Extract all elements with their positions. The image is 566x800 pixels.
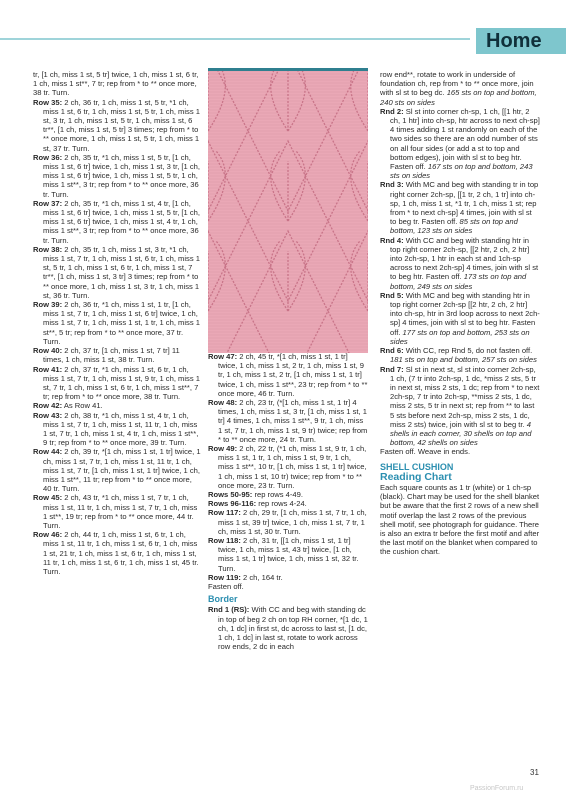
row-text: 2 ch, 35 tr, 1 ch, miss 1 st, 3 tr, *1 ch, miss 1 st, 7 tr, 1 ch, miss 1 st, 6 tr, 1 ch, miss 1 st, 5 tr, 1 ch, miss 1 st, 6 tr, 1 ch, miss 1 st, 7 tr**, [1 ch, miss 1 st, 3 tr] 3 times; rep from * to ** once more, 1 ch, miss 1 st, 3 tr, 1 ch, miss 1 st, 36 tr. Turn.	[43, 244, 200, 300]
row-label: Rows 96-116:	[208, 499, 257, 509]
instruction-row	[380, 291, 540, 346]
row-text: rep rows 4-49.	[254, 490, 303, 500]
stitch-count-note: 181 sts on top and bottom, 257 sts on sides	[390, 355, 537, 365]
row-label: Rnd 7:	[380, 364, 404, 374]
instruction-row	[33, 70, 201, 98]
instruction-row	[33, 245, 201, 300]
row-text: With CC and beg with standing htr in top right corner 2ch-sp, [[2 htr, 2 ch, 2 htr] into 2ch-sp, 1 htr in each st and 1ch-sp across to next 2ch-sp] 4 times, join with sl st to beg htr. Fasten off.	[390, 235, 539, 282]
row-text: 2 ch, 35 tr, *1 ch, miss 1 st, 4 tr, [1 ch, miss 1 st, 6 tr] twice, 1 ch, miss 1 st, 5 tr, [1 ch, miss 1 st, 6 tr] twice, 1 ch, miss 1 st, 4 tr, 1 ch, miss 1 st**, 3 tr; rep from * to ** once more, 36 tr. Turn.	[43, 198, 200, 245]
instruction-row	[33, 365, 201, 402]
instruction-row	[208, 398, 368, 444]
row-label: Row 47:	[208, 352, 238, 361]
row-label: Row 44:	[33, 447, 63, 457]
row-text: 2 ch, 36 tr, 1 ch, miss 1 st, 5 tr, *1 ch, miss 1 st, 6 tr, 1 ch, miss 1 st, 5 tr, 1 ch, miss 1 st, 3 tr, 1 ch, miss 1 st, 5 tr, 1 ch, miss 1 st, 6 tr**, [1 ch, miss 1 st, 5 tr] 3 times; rep from * to ** once more, 1 ch, miss 1 st, 5 tr, 1 ch, miss 1 st, 37 tr. Turn.	[43, 97, 200, 153]
column-middle	[208, 352, 368, 652]
instruction-row	[208, 490, 368, 499]
instruction-row	[208, 444, 368, 490]
row-label: Row 119:	[208, 572, 241, 582]
instruction-row	[33, 411, 201, 448]
row-label: Row 38:	[33, 244, 63, 254]
column-right	[380, 70, 540, 557]
instruction-row	[380, 236, 540, 291]
row-text: 2 ch, 22 tr, (*1 ch, miss 1 st, 9 tr, 1 ch, miss 1 st, 1 tr, 1 ch, miss 1 st, 9 tr, 1 ch, miss 1 st**, 10 tr, [1 ch, miss 1 st, 1 tr] twice, 1 ch, miss 1 st, 10 tr) twice; rep from * to ** once more, 23 tr. Turn.	[218, 444, 367, 490]
row-text: 2 ch, 36 tr, *1 ch, miss 1 st, 1 tr, [1 ch, miss 1 st, 7 tr, 1 ch, miss 1 st, 6 tr] twice, 1 ch, miss 1 st, 7 tr, 1 ch, miss 1 st, 1 tr, 1 ch, miss 1 st**, 5 tr; rep from * to ** once more, 37 tr. Turn.	[43, 300, 200, 346]
page-number: 31	[530, 768, 539, 777]
watermark: PassionForum.ru	[470, 785, 524, 792]
row-label: Rnd 6:	[380, 346, 404, 356]
row-label: Row 40:	[33, 346, 63, 356]
reading-chart-text: Each square counts as 1 tr (white) or 1 ch-sp (black). Chart may be used for the shell blanket but be aware that the first 2 rows of a new shell motif overlap the last 2 rows of the previous shell motif, see photograph for guidance. There is also an extra tr before the first motif and after the last motif on the blanket when compared to the cushion chart.	[380, 482, 540, 557]
row-label: Rnd 2:	[380, 106, 404, 116]
row-label: Rnd 3:	[380, 180, 404, 190]
row-text: 2 ch, 23 tr, (*[1 ch, miss 1 st, 1 tr] 4 times, 1 ch, miss 1 st, 3 tr, [1 ch, miss 1 st, 1 tr] 4 times, 1 ch, miss 1 st**, 9 tr, 1 ch, miss 1 st, 7 tr, 1 ch, miss 1 st, 9 tr) twice; rep from * to ** once more, 24 tr. Turn.	[218, 398, 368, 444]
instruction-row	[208, 352, 368, 398]
instruction-row	[33, 153, 201, 199]
row-label: Row 49:	[208, 444, 238, 454]
row-label: Rows 50-95:	[208, 490, 253, 500]
row-label: Row 42:	[33, 401, 63, 411]
instruction-row	[380, 365, 540, 448]
row-text: 2 ch, 38 tr, *1 ch, miss 1 st, 4 tr, 1 ch, miss 1 st, 7 tr, 1 ch, miss 1 st, 11 tr, 1 ch, miss 1 st, 7 tr, 1 ch, miss 1 st, 4 tr, 1 ch, miss 1 st**, 9 tr; rep from * to ** once more, 39 tr. Turn.	[43, 410, 199, 448]
row-label: Row 45:	[33, 493, 63, 503]
row-text: Sl st into corner ch-sp, 1 ch, [[1 htr, 2 ch, 1 htr] into ch-sp, htr across to next ch-sp] 4 times adding 1 st randomly on each of the two sides so there are an odd number of sts on all four sides (or add a st to top and bottom edges), join with sl st to beg htr. Fasten off.	[390, 106, 540, 172]
row-text: 2 ch, 44 tr, 1 ch, miss 1 st, 6 tr, 1 ch, miss 1 st, 11 tr, 1 ch, miss 1 st, 6 tr, 1 ch, miss 1 st, 21 tr, 1 ch, miss 1 st, 6 tr, 1 ch, miss 1 st, 11 tr, 1 ch, miss 1 st, 6 tr, 1 ch, miss 1 st, 45 tr. Turn.	[43, 530, 199, 576]
stitch-count-note: 177 sts on top and bottom, 253 sts on sides	[390, 327, 530, 346]
instruction-row	[208, 499, 368, 508]
instruction-row	[380, 180, 540, 235]
stitch-count-note: 85 sts on top and bottom, 123 sts on sides	[390, 217, 518, 236]
row-text: With CC, rep Rnd 5, do not fasten off.	[405, 346, 533, 356]
row-text: With MC and beg with standing htr in top right corner 2ch-sp [[2 htr, 2 ch, 2 htr] into ch-sp, htr in 3rd loop across to next 2ch-sp] 4 times, join with sl st to beg htr. Fasten off.	[390, 290, 540, 337]
row-label: Row 46:	[33, 530, 63, 540]
instruction-row	[380, 107, 540, 181]
row-text: rep rows 4-24.	[258, 499, 307, 509]
stitch-count-note: 4 shells in each corner, 30 shells on top and bottom, 42 shells on sides	[390, 419, 532, 448]
row-label: Row 41:	[33, 364, 63, 374]
shell-cushion-heading: SHELL CUSHION	[380, 461, 454, 472]
instruction-row	[33, 401, 201, 410]
row-label: Row 35:	[33, 97, 63, 107]
row-text: Fasten off. Weave in ends.	[380, 447, 471, 457]
blanket-photo	[208, 68, 368, 353]
instruction-row	[380, 346, 540, 364]
row-text: 2 ch, 43 tr, *1 ch, miss 1 st, 7 tr, 1 ch, miss 1 st, 11 tr, 1 ch, miss 1 st, 7 tr, 1 ch, miss 1 st**, 19 tr; rep from * to ** once more, 44 tr. Turn.	[43, 493, 198, 530]
row-text: 2 ch, 29 tr, [1 ch, miss 1 st, 7 tr, 1 ch, miss 1 st, 39 tr] twice, 1 ch, miss 1 st, 7 tr, 1 ch, miss 1 st, 30 tr. Turn.	[218, 508, 367, 536]
row-text: 2 ch, 164 tr.	[243, 572, 283, 582]
instruction-row	[208, 582, 368, 591]
row-text: 2 ch, 31 tr, [[1 ch, miss 1 st, 1 tr] twice, 1 ch, miss 1 st, 43 tr] twice, [1 ch, miss 1 st, 1 tr] twice, 1 ch, miss 1 st, 32 tr. Turn.	[218, 536, 359, 573]
row-label: Row 117:	[208, 508, 241, 518]
header-rule	[0, 38, 470, 40]
row-label: Rnd 5:	[380, 290, 404, 300]
row-text: Fasten off.	[208, 582, 244, 592]
instruction-row	[33, 346, 201, 364]
border-rnd1: Rnd 1 (RS): With CC and beg with standing dc in top of beg 2 ch on top RH corner, *[1 dc, 1 ch, 1 dc] in first st, dc across to last st, [1 dc, 1 ch, 1 dc] in last st, rotate to work across row ends, 2 dc in each	[208, 605, 368, 652]
stitch-count-note: 165 sts on top and bottom, 240 sts on sides	[380, 88, 537, 107]
instruction-row	[208, 536, 368, 573]
instruction-row	[208, 573, 368, 582]
filet-lace-image	[208, 71, 368, 353]
row-text: 2 ch, 39 tr, *[1 ch, miss 1 st, 1 tr] twice, 1 ch, miss 1 st, 7 tr, 1 ch, miss 1 st, 11 tr, 1 ch, miss 1 st, 7 tr, [1 ch, miss 1 st, 1 tr] twice, 1 ch, miss 1 st**, 11 tr; rep from * to ** once more, 40 tr. Turn.	[43, 447, 201, 494]
instruction-row	[380, 70, 540, 107]
row-text: row end**, rotate to work in underside of foundation ch, rep from * to ** once more, join with sl st to beg dc.	[380, 70, 534, 98]
stitch-count-note: 167 sts on top and bottom, 243 sts on sides	[390, 162, 533, 181]
row-text: As Row 41.	[63, 401, 103, 411]
row-text: Sl st in next st, sl st into corner 2ch-sp, 1 ch, (7 tr into 2ch-sp, 1 dc, *miss 2 sts, 5 tr in next st, miss 2 sts, 1 dc; rep from * to next 2ch-sp, 7 tr into 2ch-sp, **miss 2 sts, 1 dc, miss 2 sts, 5 tr in next st; rep from ** to last 5 sts before next 2ch-sp, miss 2 sts, 1 dc, miss 2 sts) twice, join with sl st to beg tr.	[390, 364, 540, 429]
row-text: With MC and beg with standing tr in top right corner 2ch-sp, [[1 tr, 2 ch, 1 tr] into ch-sp, 1 ch, miss 1 st, *1 tr, 1 ch, miss 1 st; rep from * to next ch-sp] 4 times, join with sl st to beg tr. Fasten off.	[390, 180, 539, 227]
border-heading: Border	[208, 594, 238, 605]
row-text: tr, [1 ch, miss 1 st, 5 tr] twice, 1 ch, miss 1 st, 6 tr, 1 ch, miss 1 st**, 7 tr; rep from * to ** once more, 38 tr. Turn.	[33, 70, 199, 98]
row-label: Row 36:	[33, 152, 63, 162]
row-label: Row 37:	[33, 198, 63, 208]
row-text: 2 ch, 35 tr, *1 ch, miss 1 st, 5 tr, [1 ch, miss 1 st, 6 tr] twice, 1 ch, miss 1 st, 3 tr, [1 ch, miss 1 st, 6 tr] twice, 1 ch, miss 1 st, 5 tr, 1 ch, miss 1 st**, 3 tr; rep from * to ** once more, 36 tr. Turn.	[43, 152, 200, 199]
instruction-row	[33, 493, 201, 530]
row-text: 2 ch, 37 tr, *1 ch, miss 1 st, 6 tr, 1 ch, miss 1 st, 7 tr, 1 ch, miss 1 st, 9 tr, 1 ch, miss 1 st, 7 tr, 1 ch, miss 1 st, 6 tr, 1 ch, miss 1 st**, 7 tr; rep from * to ** once more, 38 tr. Turn.	[43, 364, 200, 402]
column-left	[33, 70, 201, 576]
row-text: 2 ch, 37 tr, [1 ch, miss 1 st, 7 tr] 11 times, 1 ch, miss 1 st, 38 tr. Turn.	[43, 346, 180, 365]
instruction-row	[33, 447, 201, 493]
instruction-row	[380, 447, 540, 456]
stitch-count-note: 173 sts on top and bottom, 249 sts on sides	[390, 272, 527, 291]
row-label: Rnd 4:	[380, 235, 404, 245]
row-label: Row 48:	[208, 398, 238, 408]
instruction-row	[33, 98, 201, 153]
row-text: 2 ch, 45 tr, *[1 ch, miss 1 st, 1 tr] twice, 1 ch, miss 1 st, 2 tr, 1 ch, miss 1 st, 9 tr, 1 ch, miss 1 st, 2 tr, [1 ch, miss 1 st, 1 tr] twice, 1 ch, miss 1 st**, 23 tr; rep from * to ** once more, 46 tr. Turn.	[218, 352, 368, 398]
section-tab: Home	[476, 28, 566, 54]
row-label: Row 43:	[33, 410, 63, 420]
row-label: Row 39:	[33, 300, 63, 310]
instruction-row	[33, 530, 201, 576]
instruction-row	[33, 199, 201, 245]
instruction-row	[33, 300, 201, 346]
reading-chart-heading: Reading Chart	[380, 470, 452, 483]
instruction-row	[208, 508, 368, 536]
row-label: Row 118:	[208, 536, 241, 546]
